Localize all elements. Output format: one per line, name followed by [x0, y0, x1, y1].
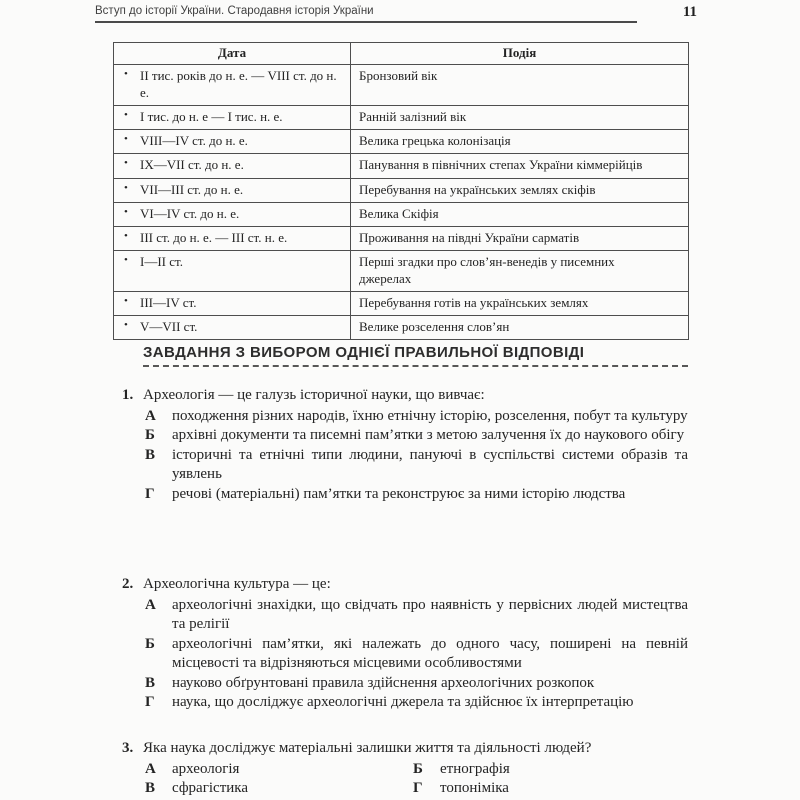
bullet-icon: •	[124, 181, 128, 194]
event-value: Ранній залізний вік	[359, 108, 467, 124]
question-2	[122, 575, 688, 713]
answer-option-g	[122, 485, 688, 505]
question-text: Яка наука досліджує матеріальні залишки життя та діяльності людей?	[143, 740, 592, 756]
event-value: Велика Скіфія	[359, 205, 439, 221]
bullet-icon: •	[124, 254, 128, 267]
option-text: наука, що досліджує археологічні джерела та здійснює їх інтерпретацію	[172, 694, 634, 710]
option-letter: В	[145, 446, 156, 463]
option-letter: В	[145, 674, 156, 691]
table-row	[114, 105, 689, 129]
answer-option-v	[122, 446, 688, 485]
table-row	[114, 130, 689, 154]
option-letter: А	[145, 596, 156, 613]
table-row	[114, 154, 689, 178]
column-header-event: Подія	[351, 43, 689, 65]
date-value: VI—IV ст. до н. е.	[140, 205, 240, 221]
date-value: VIII—IV ст. до н. е.	[140, 133, 248, 148]
bullet-icon: •	[124, 205, 128, 218]
table-row	[114, 227, 689, 251]
option-letter: Г	[413, 780, 423, 796]
running-head	[95, 4, 707, 23]
event-value: Перебування готів на українських землях	[359, 294, 589, 310]
answer-option-g	[122, 693, 688, 713]
option-text: походження різних народів, їхню етнічну історію, розселення, побут та культуру	[172, 407, 688, 424]
answer-option-a	[145, 760, 413, 780]
option-text: етнографія	[440, 760, 510, 777]
option-text: науково обґрунтовані правила здійснення археологічних розкопок	[172, 674, 595, 691]
question-number: 2.	[122, 576, 134, 592]
bullet-icon: •	[124, 68, 128, 81]
answer-option-a	[122, 407, 688, 427]
event-value: Велика грецька колонізація	[359, 133, 511, 148]
date-value: ІІ тис. років до н. е. — VIII ст. до н. е.	[140, 68, 337, 100]
option-text: археологічні знахідки, що свідчать про наявність у первісних людей мистецтва та релігії	[172, 596, 688, 632]
table-row	[114, 291, 689, 315]
answer-option-v	[122, 674, 688, 694]
question-number: 3.	[122, 740, 134, 756]
answer-option-b	[122, 426, 688, 446]
option-text: археологічні пам’ятки, які належать до одного часу, поширені на певній місцевості та відрізняються місцевими особливостями	[172, 635, 688, 671]
page-number: 11	[682, 4, 697, 20]
option-text: архівні документи та писемні пам’ятки з метою залучення їх до наукового обігу	[172, 427, 685, 443]
date-value: I—II ст.	[140, 254, 183, 270]
event-value: Проживання на півдні України сарматів	[359, 230, 580, 245]
answer-option-v	[145, 779, 413, 799]
answer-option-a	[122, 596, 688, 635]
table-row	[114, 202, 689, 226]
column-header-date: Дата	[114, 43, 351, 65]
event-value: Перші згадки про слов’ян-венедів у писемних джерелах	[359, 254, 615, 286]
question-text: Археологічна культура — це:	[143, 576, 331, 592]
table-row	[114, 251, 689, 292]
option-letter: Г	[145, 485, 155, 502]
event-value: Панування в північних степах України кіммерійців	[359, 157, 643, 173]
date-value: VII—III ст. до н. е.	[140, 181, 244, 197]
table-header-row	[114, 43, 689, 65]
event-value: Перебування на українських землях скіфів	[359, 181, 596, 197]
date-value: І тис. до н. е — І тис. н. е.	[140, 108, 283, 124]
section-heading-text: ЗАВДАННЯ З ВИБОРОМ ОДНІЄЇ ПРАВИЛЬНОЇ ВІДПОВІДІ	[143, 344, 585, 361]
answer-option-b	[122, 635, 688, 674]
option-letter: Г	[145, 694, 155, 710]
chronology-table	[113, 42, 689, 340]
event-value: Велике розселення слов’ян	[359, 319, 510, 334]
answer-option-b	[413, 760, 688, 780]
option-letter: Б	[145, 427, 155, 443]
bullet-icon: •	[124, 157, 128, 170]
option-text: археологія	[172, 760, 240, 777]
date-value: V—VII ст.	[140, 319, 198, 334]
option-letter: А	[145, 760, 156, 777]
question-number: 1.	[122, 387, 134, 403]
table-row	[114, 316, 689, 340]
date-value: III ст. до н. е. — III ст. н. е.	[140, 230, 288, 245]
answer-option-g	[413, 779, 688, 799]
table-row	[114, 178, 689, 202]
bullet-icon: •	[124, 230, 128, 242]
event-value: Бронзовий вік	[359, 68, 438, 84]
section-heading	[143, 344, 688, 367]
option-text: речові (матеріальні) пам’ятки та реконструює за ними історію людства	[172, 485, 626, 502]
option-letter: В	[145, 780, 156, 796]
bullet-icon: •	[124, 319, 128, 331]
option-text: топоніміка	[440, 780, 509, 796]
option-text: сфрагістика	[172, 780, 248, 796]
option-letter: Б	[145, 635, 155, 652]
question-1	[122, 386, 688, 504]
option-letter: А	[145, 407, 156, 424]
question-3	[122, 739, 688, 799]
table-row	[114, 65, 689, 106]
dashed-divider	[143, 365, 688, 367]
bullet-icon: •	[124, 294, 128, 307]
bullet-icon: •	[124, 133, 128, 145]
date-value: IX—VII ст. до н. е.	[140, 157, 244, 173]
option-text: історичні та етнічні типи людини, пануючі в суспільстві системи образів та уявлень	[172, 446, 688, 482]
bullet-icon: •	[124, 108, 128, 121]
question-text: Археологія — це галузь історичної науки, що вивчає:	[143, 387, 485, 403]
option-letter: Б	[413, 760, 423, 777]
chapter-title: Вступ до історії України. Стародавня історія України	[95, 5, 637, 23]
date-value: III—IV ст.	[140, 294, 197, 310]
